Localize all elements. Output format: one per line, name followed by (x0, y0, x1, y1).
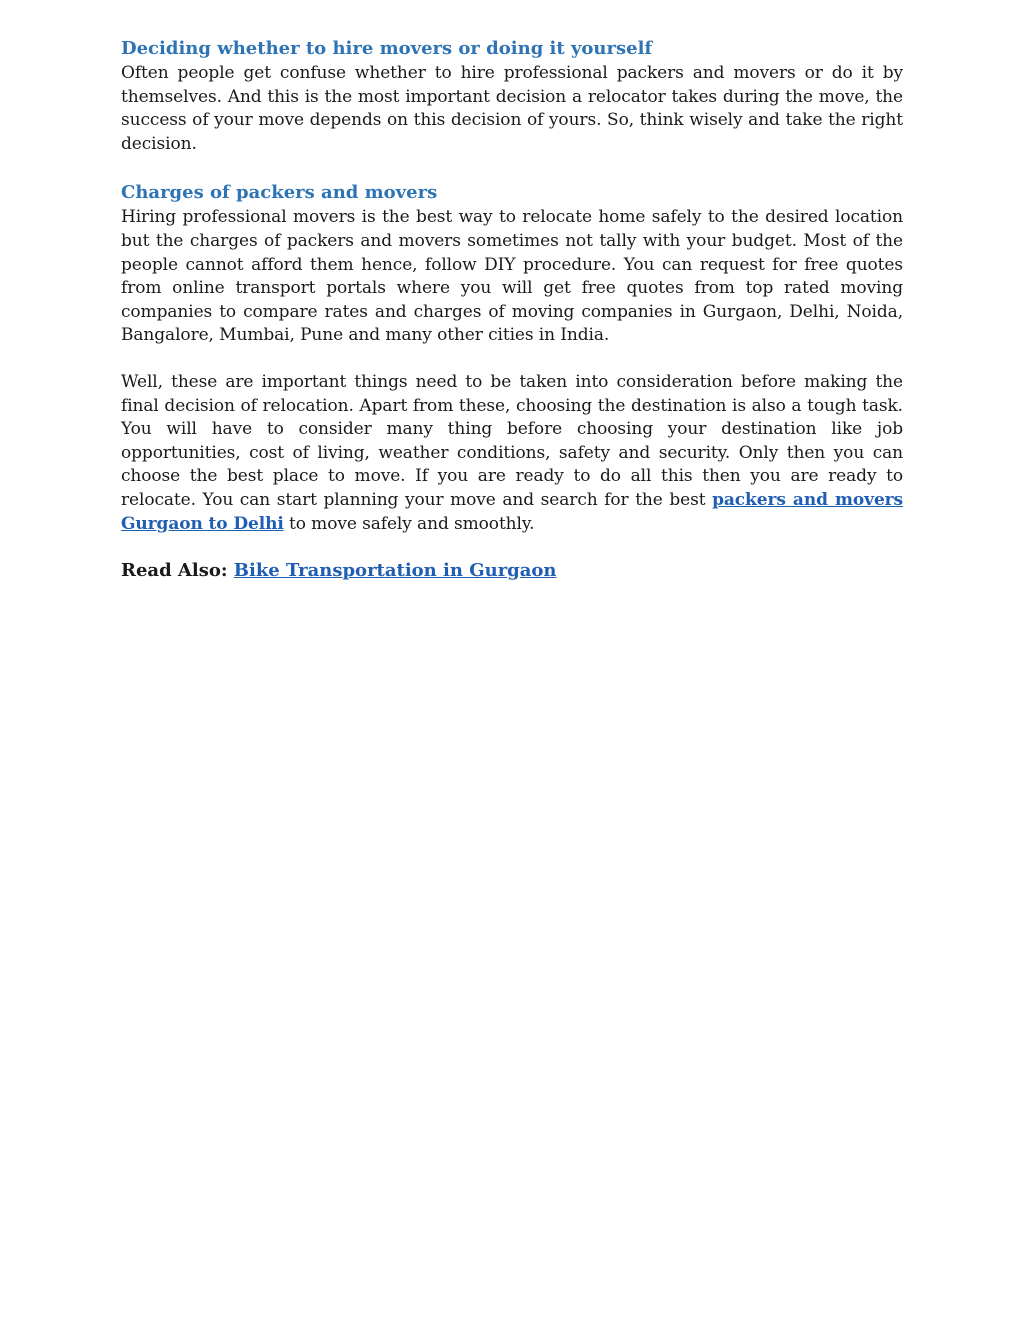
section-heading-charges: Charges of packers and movers (121, 182, 438, 204)
section-heading-hire-decision: Deciding whether to hire movers or doing it yourself (121, 38, 653, 59)
read-also-line (121, 558, 903, 584)
bike-transportation-link[interactable]: Bike Transportation in Gurgaon (233, 560, 557, 582)
paragraph-spacer (121, 156, 903, 180)
paragraph-spacer (121, 348, 903, 371)
closing-text-before-link: Well, these are important things need to be taken into consideration before making the final decision of relocation. Apart from these, choosing the destination is also a tough task. You will have to consider many thing before choosing your destination like job opportunities, cost of living, weather conditions, safety and security. Only then you can choose the best place to move. If you are ready to do all this then you are ready to relocate. You can start planning your move and search for the best (121, 371, 903, 510)
section-body-hire-decision: Often people get confuse whether to hire professional packers and movers or do it by themselves. And this is the most important decision a relocator takes during the move, the success of your move depends on this decision of yours. So, think wisely and take the right decision. (121, 63, 903, 154)
read-also-label: Read Also: (121, 560, 234, 582)
closing-paragraph (121, 371, 903, 536)
document-page (121, 36, 903, 584)
paragraph-spacer (121, 536, 903, 558)
section-body-charges: Hiring professional movers is the best way to relocate home safely to the desired location but the charges of packers and movers sometimes not tally with your budget. Most of the people cannot afford them hence, follow DIY procedure. You can request for free quotes from online transport portals where you will get free quotes from top rated moving companies to compare rates and charges of moving companies in Gurgaon, Delhi, Noida, Bangalore, Mumbai, Pune and many other cities in India. (121, 207, 903, 346)
packers-movers-gurgaon-delhi-link[interactable]: packers and movers Gurgaon to Delhi (121, 489, 903, 534)
closing-text-after-link: to move safely and smoothly. (283, 513, 535, 534)
